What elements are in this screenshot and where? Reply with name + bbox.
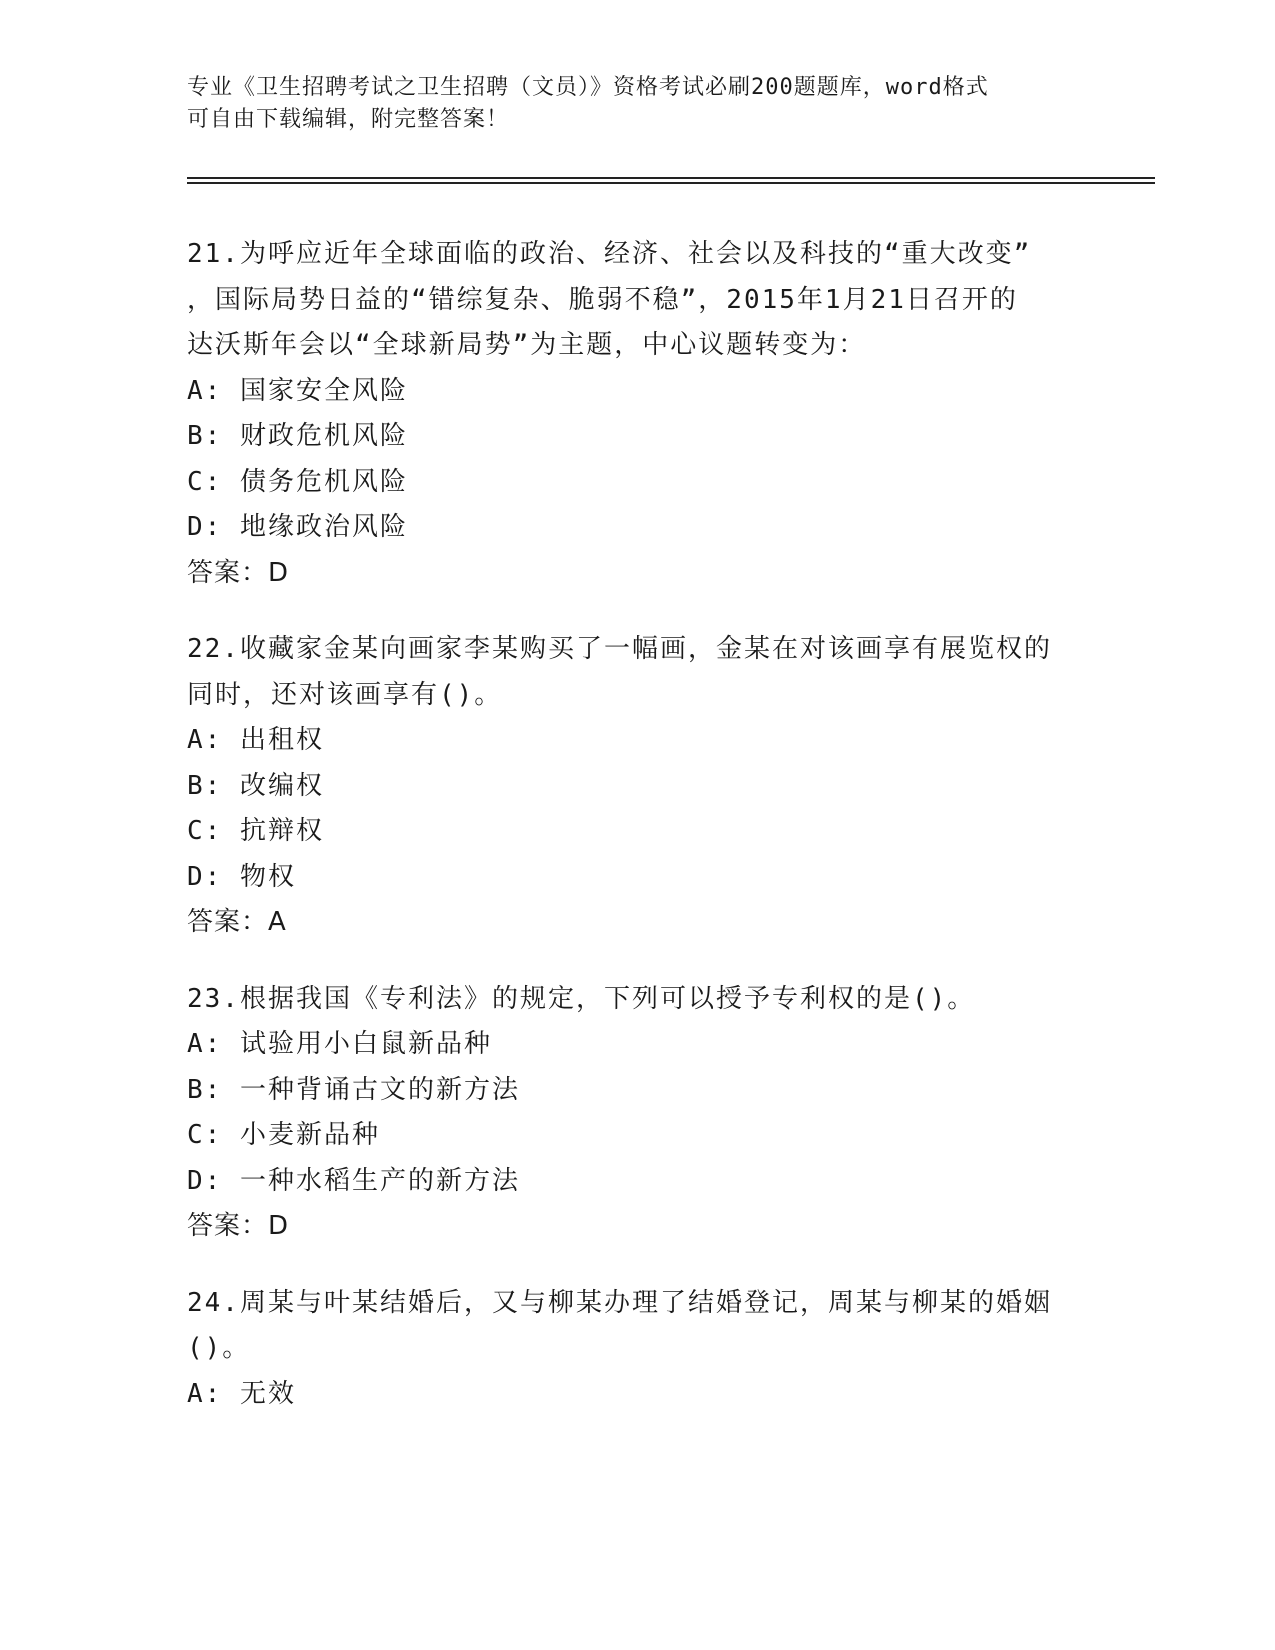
- question-23: [187, 977, 1087, 1250]
- option-d: D: 地缘政治风险: [187, 512, 408, 542]
- question-text: ()。: [187, 1333, 251, 1363]
- option-c: C: 抗辩权: [187, 816, 324, 846]
- answer: 答案：D: [187, 1211, 290, 1241]
- question-text: 24.周某与叶某结婚后，又与柳某办理了结婚登记，周某与柳某的婚姻: [187, 1287, 1052, 1318]
- header-divider-top: [187, 177, 1155, 179]
- question-22: [187, 627, 1087, 946]
- option-b: B: 改编权: [187, 770, 324, 801]
- option-c: C: 小麦新品种: [187, 1120, 380, 1150]
- question-24: [187, 1281, 1087, 1418]
- question-text: ，国际局势日益的“错综复杂、脆弱不稳”，2015年1月21日召开的: [187, 284, 1018, 315]
- option-a: A: 国家安全风险: [187, 375, 408, 406]
- header-divider-bottom: [187, 182, 1155, 184]
- option-b: B: 一种背诵古文的新方法: [187, 1074, 520, 1105]
- option-a: A: 试验用小白鼠新品种: [187, 1029, 492, 1059]
- option-a: A: 出租权: [187, 725, 324, 755]
- option-d: D: 一种水稻生产的新方法: [187, 1165, 520, 1196]
- question-text: 达沃斯年会以“全球新局势”为主题，中心议题转变为：: [187, 330, 867, 360]
- option-b: B: 财政危机风险: [187, 421, 408, 451]
- option-d: D: 物权: [187, 861, 296, 892]
- answer: 答案：D: [187, 557, 290, 588]
- question-text: 同时，还对该画享有()。: [187, 679, 503, 710]
- question-list: [187, 232, 1087, 1448]
- question-text: 23.根据我国《专利法》的规定，下列可以授予专利权的是()。: [187, 983, 976, 1014]
- question-21: [187, 232, 1087, 596]
- question-text: 22.收藏家金某向画家李某购买了一幅画，金某在对该画享有展览权的: [187, 634, 1052, 664]
- question-text: 21.为呼应近年全球面临的政治、经济、社会以及科技的“重大改变”: [187, 239, 1032, 269]
- answer: 答案：A: [187, 907, 287, 937]
- option-a: A: 无效: [187, 1378, 296, 1409]
- document-header: [187, 72, 1087, 136]
- header-line: 专业《卫生招聘考试之卫生招聘（文员）》资格考试必刷200题题库，word格式: [187, 75, 989, 100]
- option-c: C: 债务危机风险: [187, 466, 408, 497]
- header-line: 可自由下载编辑，附完整答案！: [187, 107, 510, 132]
